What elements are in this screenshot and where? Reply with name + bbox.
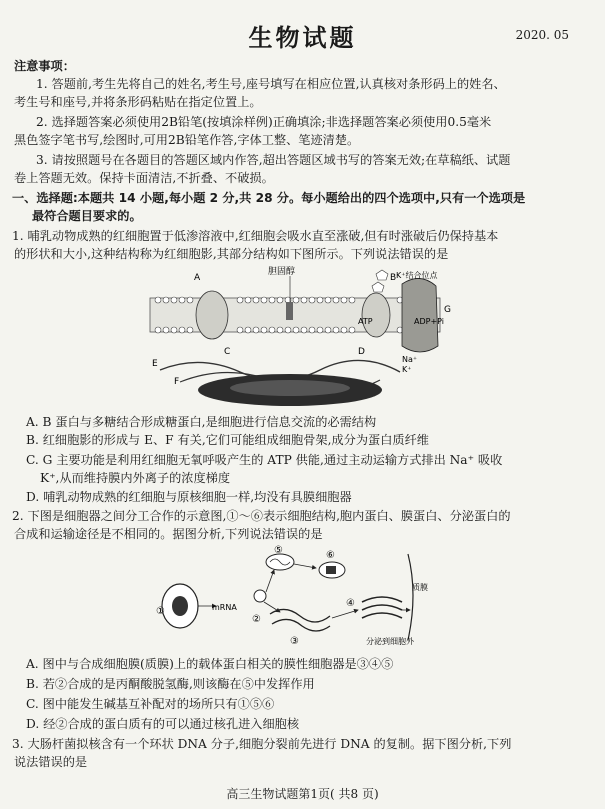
q2-option-d: D. 经②合成的蛋白质有的可以通过核孔进入细胞核 [26,717,300,731]
q2-option-b: B. 若②合成的是丙酮酸脱氢酶,则该酶在⑤中发挥作用 [26,677,315,691]
label-1: ① [156,606,165,617]
protein-g-pump [402,278,438,352]
q2-organelle-figure [150,544,450,648]
label-3: ③ [290,636,299,647]
label-b: B [390,273,397,283]
q1-membrane-figure [140,262,460,412]
section-heading-line-2: 最符合题目要求的。 [32,209,142,223]
q2-option-a: A. 图中与合成细胞膜(质膜)上的载体蛋白相关的膜性细胞器是③④⑤ [26,657,394,671]
mrna-label: mRNA [212,603,237,612]
plasma-membrane [408,554,413,640]
q2-option-c: C. 图中能发生碱基互补配对的场所只有①⑤⑥ [26,697,275,711]
membrane-bilayer [150,297,440,333]
section-heading-line-1: 一、选择题:本题共 14 小题,每小题 2 分,共 28 分。每小题给出的四个选项中,只有一个选项是 [12,191,526,205]
q3-stem-line-1: 3. 大肠杆菌拟核含有一个环状 DNA 分子,细胞分裂前先进行 DNA 的复制。据下图分析,下列 [12,737,512,751]
notice-item-2-line-1: 2. 选择题答案必须使用2B铅笔(按填涂样例)正确填涂;非选择题答案必须使用0.5毫米 [36,115,492,129]
label-2: ② [252,614,261,625]
q3-stem-line-2: 说法错误的是 [14,755,88,769]
protein-b [362,293,390,337]
q1-option-d: D. 哺乳动物成熟的红细胞与原核细胞一样,均没有具膜细胞器 [26,490,352,504]
secretion-label: 分泌到细胞外 [366,637,414,646]
q2-stem-line-2: 合成和运输途径是不相同的。据图分析,下列说法错误的是 [14,527,323,541]
exam-date: 2020. 05 [515,28,569,42]
k-binding-site-label: K⁺结合位点 [396,271,438,280]
notice-item-3-line-1: 3. 请按照题号在各题目的答题区域内作答,超出答题区域书写的答案无效;在草稿纸、试题 [36,153,511,167]
notice-heading: 注意事项： [14,59,75,73]
q1-option-c-line-1: C. G 主要功能是利用红细胞无氧呼吸产生的 ATP 供能,通过主动运输方式排出 Na⁺ 吸收 [26,453,503,467]
atp-label: ATP [358,317,373,326]
q1-stem-line-1: 1. 哺乳动物成熟的红细胞置于低渗溶液中,红细胞会吸水直至涨破,但有时涨破后仍保持基本 [12,229,499,243]
label-g: G [444,305,451,315]
label-c: C [224,347,231,357]
golgi [362,597,402,602]
q2-stem-line-1: 2. 下图是细胞器之间分工合作的示意图,①～⑥表示细胞结构,胞内蛋白、膜蛋白、分泌蛋白的 [12,509,511,523]
label-6: ⑥ [326,550,335,561]
label-5: ⑤ [274,545,283,556]
na-ion-label: Na⁺ [402,355,418,364]
k-ion-label: K⁺ [402,365,412,374]
page-footer: 高三生物试题第1页( 共8 页) [226,787,379,801]
q1-option-c-line-2: K⁺,从而维持膜内外离子的浓度梯度 [40,471,231,485]
label-a: A [194,273,201,283]
q1-option-a: A. B 蛋白与多糖结合形成糖蛋白,是细胞进行信息交流的必需结构 [26,415,377,429]
cholesterol [286,302,293,320]
membrane-label: 质膜 [412,583,428,592]
cholesterol-label: 胆固醇 [268,267,296,277]
notice-item-1-line-2: 考生号和座号,并将条形码粘贴在指定位置上。 [14,95,262,109]
label-d: D [358,347,365,357]
label-e: E [152,359,158,369]
sugar-chain [372,270,388,292]
protein-a [196,291,228,339]
notice-item-3-line-2: 卷上答题无效。保持卡面清洁,不折叠、不破损。 [14,171,274,185]
adp-label: ADP+Pi [414,317,445,326]
q1-option-b: B. 红细胞影的形成与 E、F 有关,它们可能组成细胞骨架,成分为蛋白质纤维 [26,433,429,447]
q1-stem-line-2: 的形状和大小,这种结构称为红细胞影,其部分结构如下图所示。下列说法错误的是 [14,247,449,261]
page-title: 生物试题 [248,24,357,52]
ribosome [254,590,266,602]
notice-item-1-line-1: 1. 答题前,考生先将自己的姓名,考生号,座号填写在相应位置,认真核对条形码上的姓名、 [36,77,506,91]
notice-item-2-line-2: 黑色签字笔书写,绘图时,可用2B铅笔作答,字体工整、笔迹清楚。 [14,133,360,147]
label-f: F [174,377,180,387]
label-4: ④ [346,598,355,609]
